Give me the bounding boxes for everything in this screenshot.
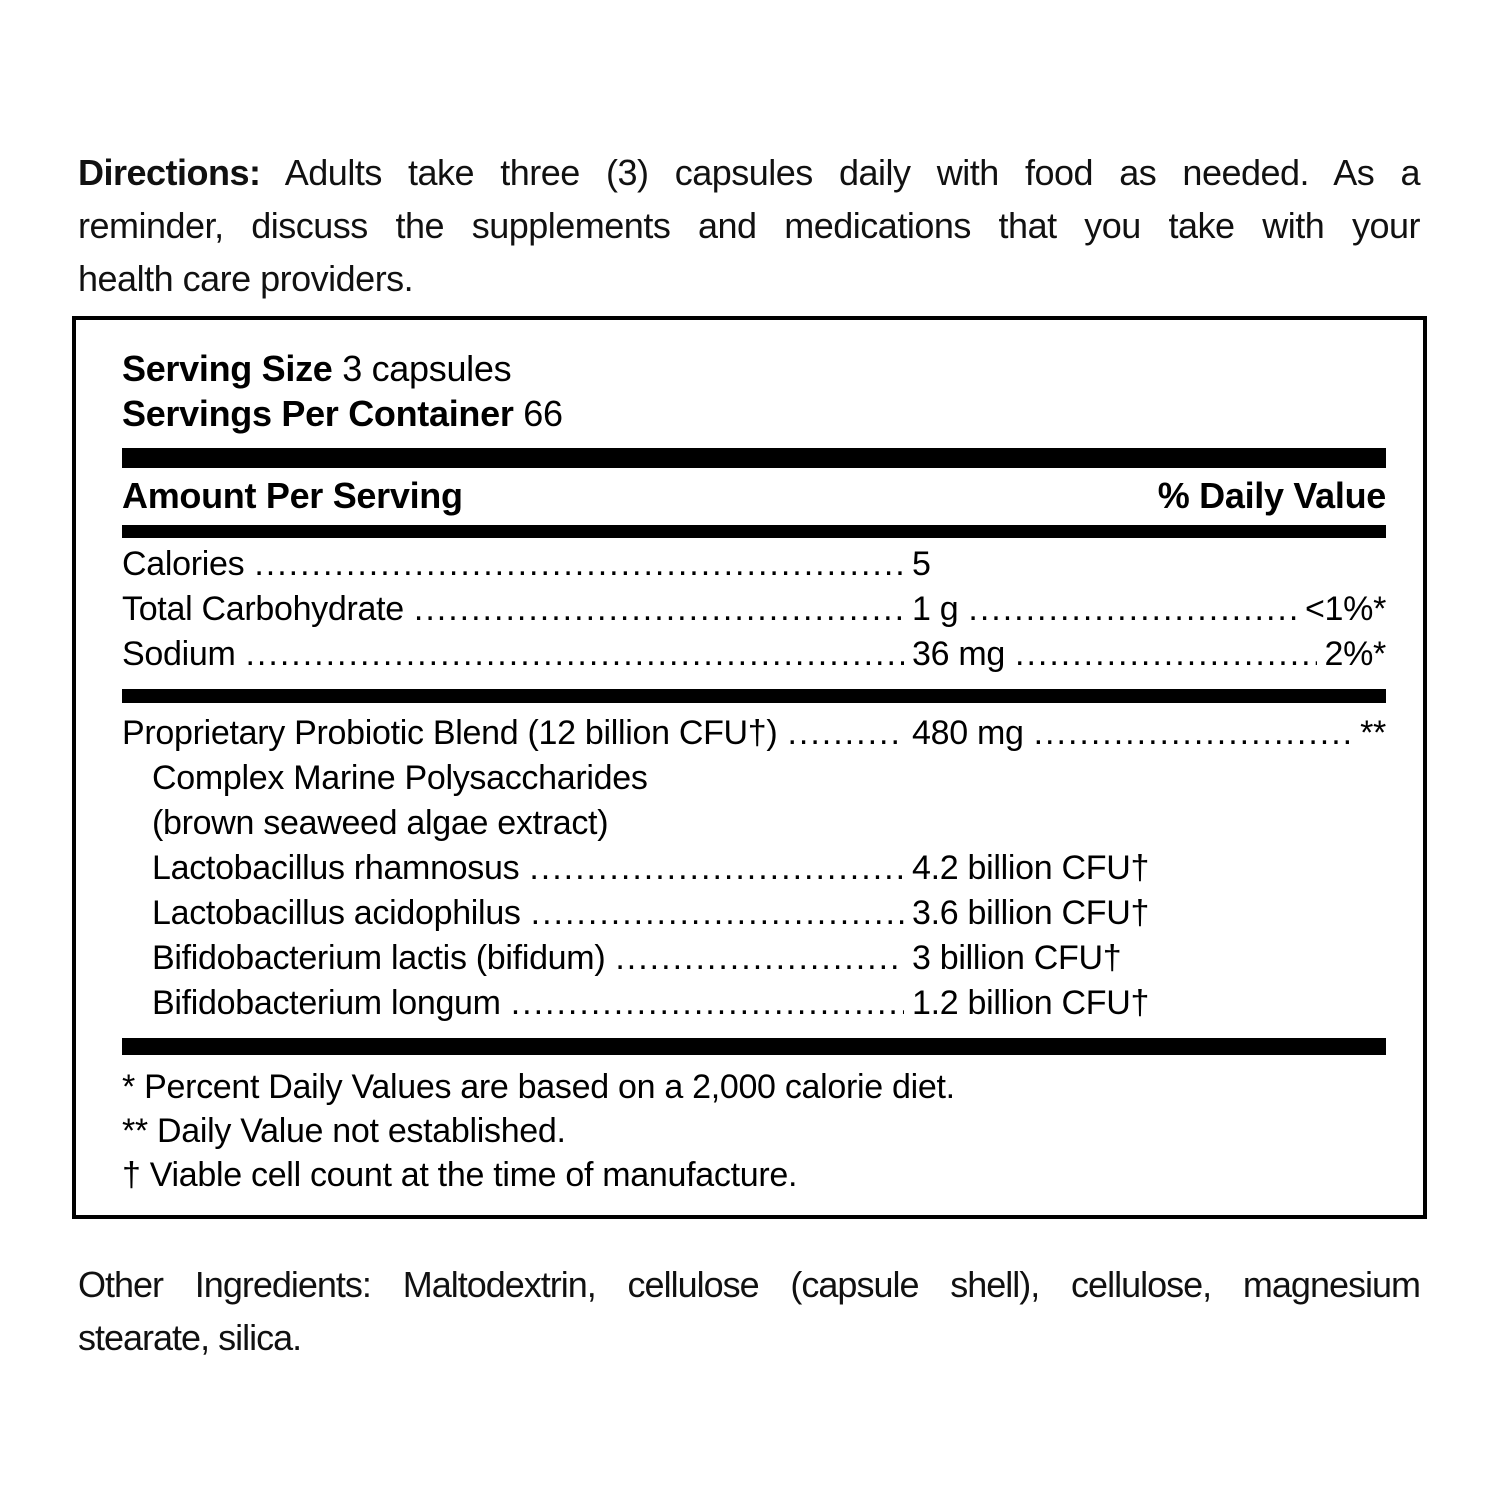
strain-label: Bifidobacterium longum (152, 984, 501, 1022)
directions-line-3: health care providers. (78, 258, 414, 299)
blend-subline-seaweed: (brown seaweed algae extract) (152, 804, 609, 842)
dot-leader (531, 891, 904, 936)
strain-amount: 4.2 billion CFU† (912, 849, 1150, 887)
directions-line-1 (78, 146, 1420, 199)
directions-line-2: reminder, discuss the supplements and medications that you take with your (78, 205, 1420, 246)
nutrient-daily-value: 2%* (1324, 635, 1386, 673)
footnote-viable-cell-count: † Viable cell count at the time of manufacture. (122, 1156, 798, 1194)
column-header-amount: Amount Per Serving (122, 475, 463, 516)
dot-leader (245, 632, 904, 677)
blend-amount: 480 mg (912, 714, 1024, 752)
dot-leader (254, 542, 904, 587)
other-ingredients-line-1: Other Ingredients: Maltodextrin, cellulose (capsule shell), cellulose, magnesium (78, 1264, 1420, 1305)
thick-divider-top (122, 448, 1386, 468)
thick-divider-middle (122, 689, 1386, 703)
dot-leader (511, 981, 904, 1026)
dot-leader (1034, 711, 1353, 756)
dot-leader (787, 711, 904, 756)
nutrient-amount: 1 g (912, 590, 959, 628)
servings-per-container-value: 66 (523, 393, 563, 434)
footnote-dv-not-established: ** Daily Value not established. (122, 1112, 566, 1150)
dot-leader (615, 936, 904, 981)
blend-daily-value: ** (1360, 714, 1386, 752)
dot-leader (529, 846, 904, 891)
dot-leader (1015, 632, 1317, 677)
dot-leader (968, 587, 1297, 632)
nutrient-label: Sodium (122, 635, 236, 673)
servings-per-container-label: Servings Per Container (122, 393, 514, 434)
column-header-row (122, 468, 1386, 525)
fact-row-total-carbohydrate (122, 587, 1386, 632)
other-ingredients-paragraph (78, 1258, 1420, 1364)
thick-divider-bottom (122, 1038, 1386, 1055)
other-ingredients-line-2: stearate, silica. (78, 1317, 302, 1358)
fact-row-calories (122, 542, 1386, 587)
directions-line-1-text: Adults take three (3) capsules daily with food as needed. As a (284, 152, 1420, 193)
servings-per-container-row (122, 391, 1386, 436)
fact-row-sodium (122, 632, 1386, 677)
thick-divider-header (122, 525, 1386, 538)
strain-label: Bifidobacterium lactis (bifidum) (152, 939, 606, 977)
nutrient-daily-value: <1%* (1304, 590, 1386, 628)
strain-amount: 3 billion CFU† (912, 939, 1122, 977)
fact-row-bifidobacterium-longum (122, 981, 1386, 1026)
serving-size-value: 3 capsules (342, 348, 512, 389)
nutrient-rows (122, 538, 1386, 677)
strain-amount: 3.6 billion CFU† (912, 894, 1150, 932)
nutrient-label: Calories (122, 545, 245, 583)
serving-size-row (122, 346, 1386, 391)
nutrient-amount: 36 mg (912, 635, 1005, 673)
nutrient-label: Total Carbohydrate (122, 590, 404, 628)
nutrient-amount: 5 (912, 545, 931, 583)
footnote-percent-daily-value: * Percent Daily Values are based on a 2,000 calorie diet. (122, 1068, 955, 1106)
directions-paragraph (78, 146, 1420, 305)
dot-leader (414, 587, 904, 632)
footnotes (122, 1063, 1386, 1197)
column-header-daily-value: % Daily Value (1157, 475, 1386, 516)
fact-row-lactobacillus-rhamnosus (122, 846, 1386, 891)
fact-row-bifidobacterium-lactis (122, 936, 1386, 981)
strain-label: Lactobacillus acidophilus (152, 894, 521, 932)
directions-heading: Directions: (78, 152, 261, 193)
strain-label: Lactobacillus rhamnosus (152, 849, 520, 887)
fact-row-lactobacillus-acidophilus (122, 891, 1386, 936)
fact-row-proprietary-blend (122, 711, 1386, 756)
strain-amount: 1.2 billion CFU† (912, 984, 1150, 1022)
supplement-facts-panel (72, 316, 1427, 1219)
blend-label: Proprietary Probiotic Blend (12 billion CFU†) (122, 714, 778, 752)
serving-size-label: Serving Size (122, 348, 333, 389)
blend-subline-polysaccharides: Complex Marine Polysaccharides (152, 759, 648, 797)
